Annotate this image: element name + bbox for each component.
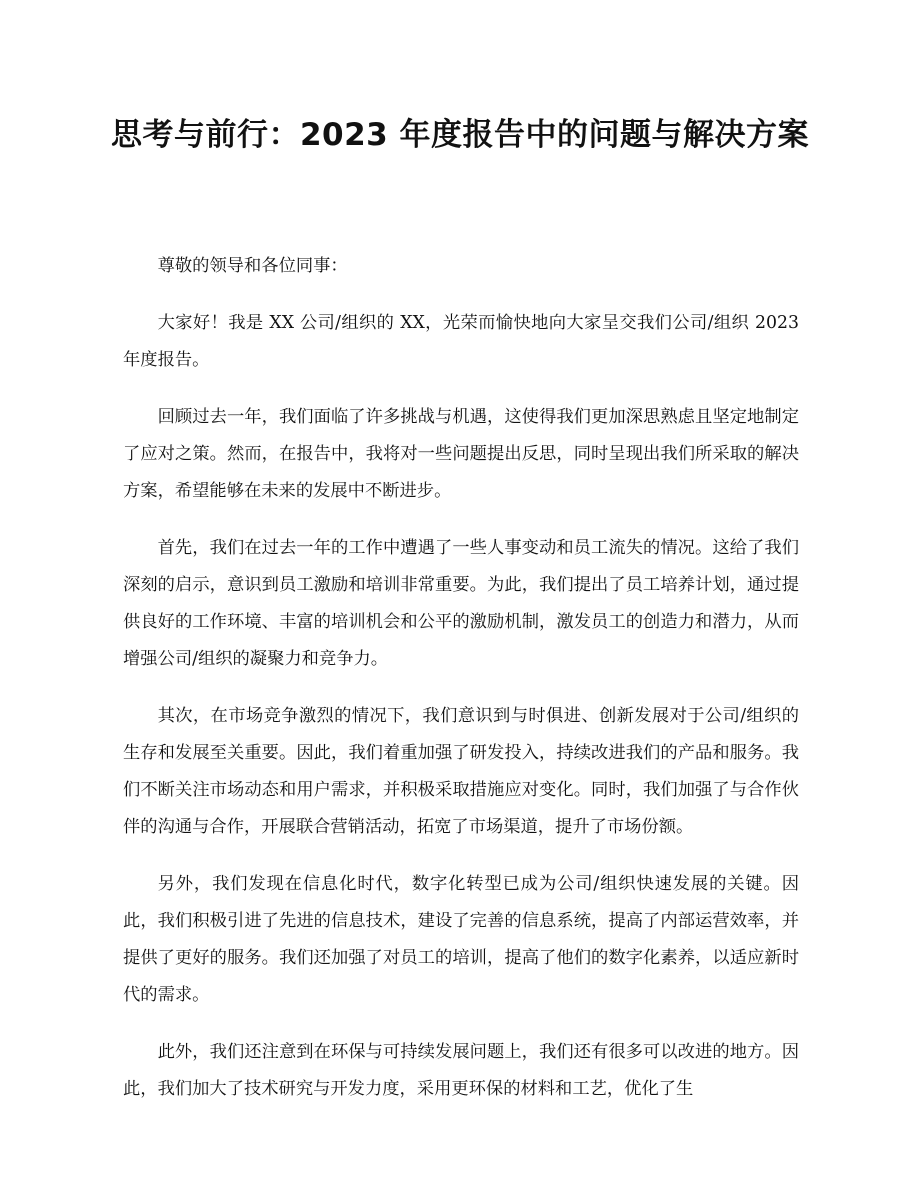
document-body	[123, 248, 799, 1128]
paragraph-digital: 另外，我们发现在信息化时代，数字化转型已成为公司/组织快速发展的关键。因此，我们积极引进了先进的信息技术，建设了完善的信息系统，提高了内部运营效率，并提供了更好的服务。我们还加强了对员工的培训，提高了他们的数字化素养，以适应新时代的需求。	[123, 874, 799, 1005]
paragraph-intro: 大家好！我是 XX 公司/组织的 XX，光荣而愉快地向大家呈交我们公司/组织 2023 年度报告。	[123, 313, 799, 370]
paragraph-environment: 此外，我们还注意到在环保与可持续发展问题上，我们还有很多可以改进的地方。因此，我们加大了技术研究与开发力度，采用更环保的材料和工艺，优化了生	[123, 1042, 799, 1099]
paragraph-staff: 首先，我们在过去一年的工作中遭遇了一些人事变动和员工流失的情况。这给了我们深刻的启示，意识到员工激励和培训非常重要。为此，我们提出了员工培养计划，通过提供良好的工作环境、丰富的培训机会和公平的激励机制，激发员工的创造力和潜力，从而增强公司/组织的凝聚力和竞争力。	[123, 538, 799, 669]
paragraph-market: 其次，在市场竞争激烈的情况下，我们意识到与时俱进、创新发展对于公司/组织的生存和发展至关重要。因此，我们着重加强了研发投入，持续改进我们的产品和服务。我们不断关注市场动态和用户需求，并积极采取措施应对变化。同时，我们加强了与合作伙伴的沟通与合作，开展联合营销活动，拓宽了市场渠道，提升了市场份额。	[123, 706, 799, 837]
document-title: 思考与前行：2023 年度报告中的问题与解决方案	[110, 117, 810, 153]
paragraph-review: 回顾过去一年，我们面临了许多挑战与机遇，这使得我们更加深思熟虑且坚定地制定了应对之策。然而，在报告中，我将对一些问题提出反思，同时呈现出我们所采取的解决方案，希望能够在未来的发展中不断进步。	[123, 407, 799, 501]
paragraph-greeting: 尊敬的领导和各位同事：	[157, 256, 348, 276]
